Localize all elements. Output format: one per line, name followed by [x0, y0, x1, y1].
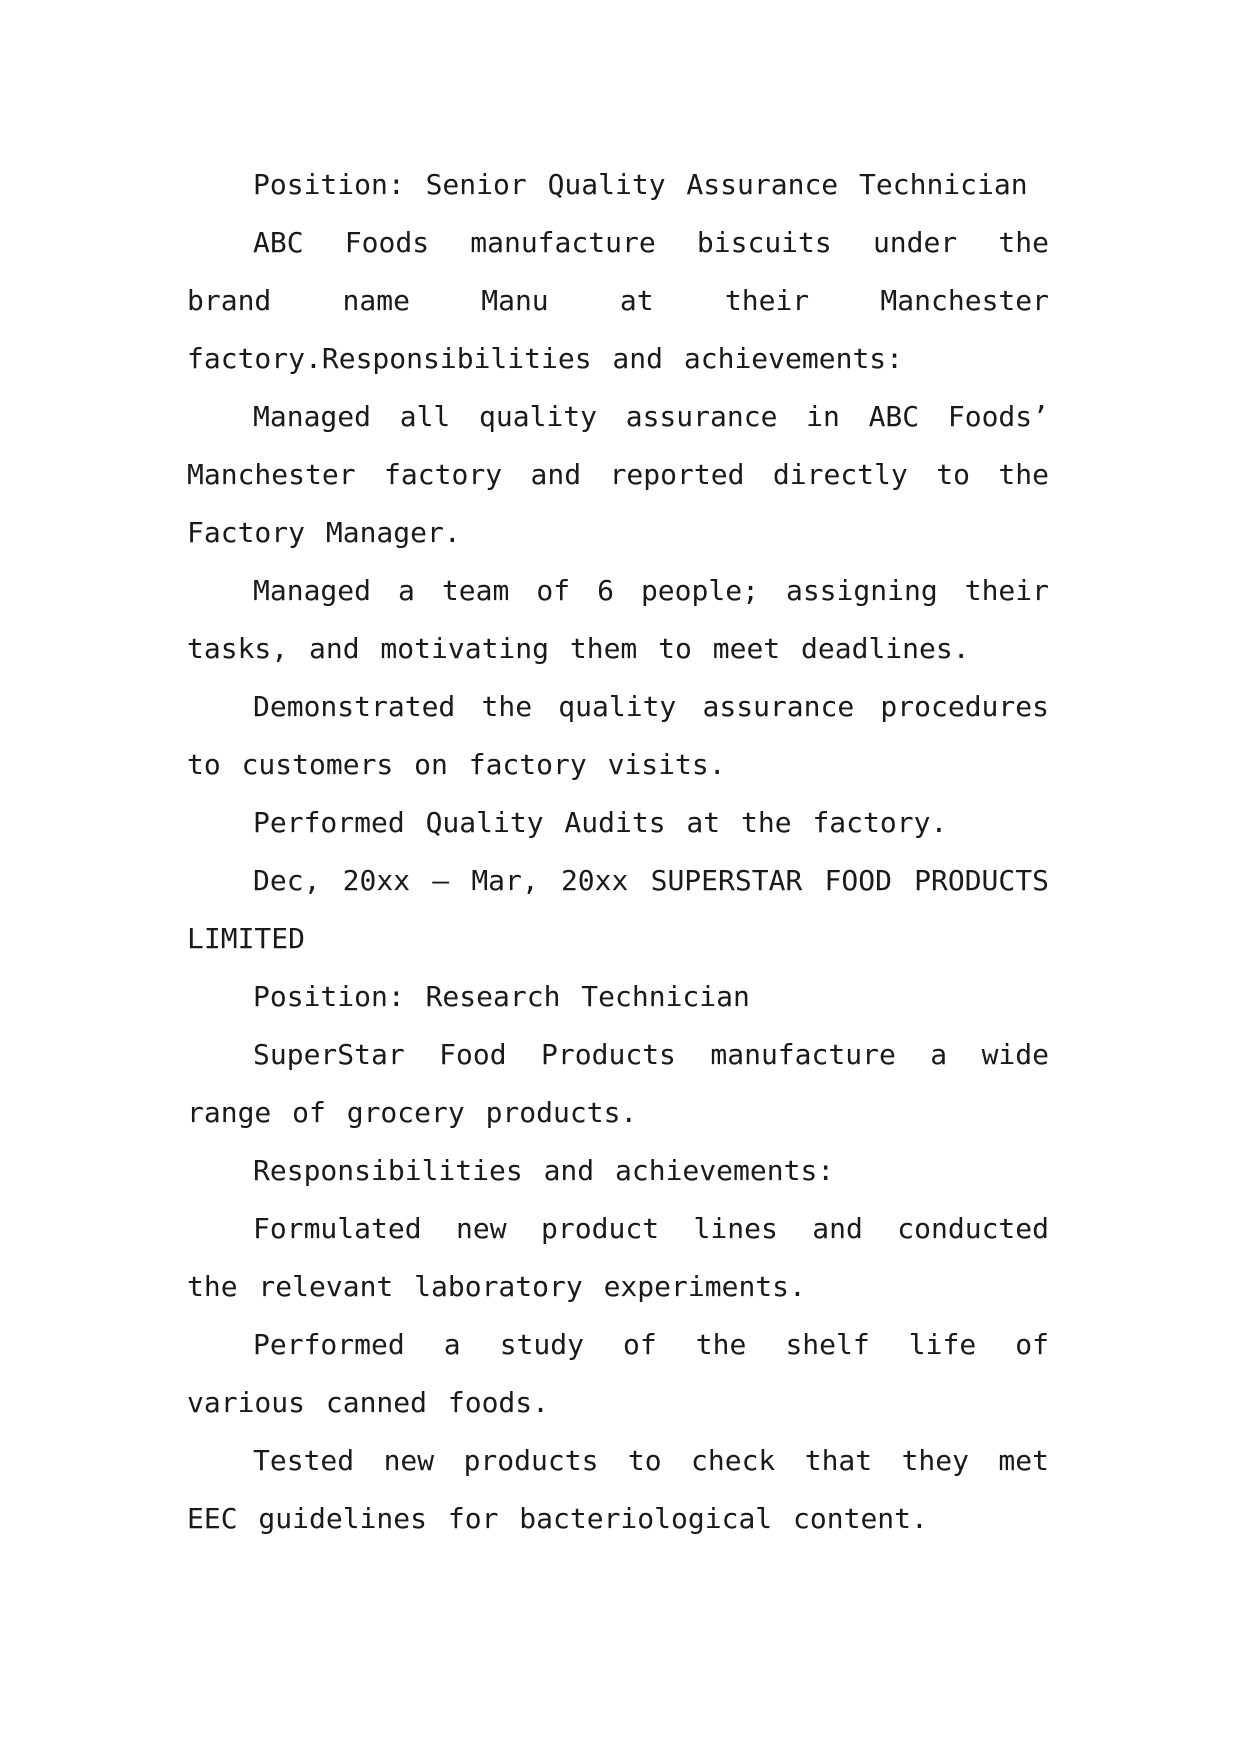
company-description-abc-foods: ABC Foods manufacture biscuits under the brand name Manu at their Manchester factory.Responsibilities and achievements:	[187, 226, 1049, 375]
achievement-shelf-life-study: Performed a study of the shelf life of various canned foods.	[187, 1328, 1049, 1419]
achievement-managed-qa: Managed all quality assurance in ABC Foods’ Manchester factory and reported directly to the Factory Manager.	[187, 400, 1049, 549]
achievement-demonstrated-procedures: Demonstrated the quality assurance procedures to customers on factory visits.	[187, 690, 1049, 781]
position-title-senior-qa: Position: Senior Quality Assurance Technician	[253, 168, 1028, 201]
achievement-formulated-products: Formulated new product lines and conducted the relevant laboratory experiments.	[187, 1212, 1049, 1303]
responsibilities-heading: Responsibilities and achievements:	[253, 1154, 835, 1187]
employment-period-superstar: Dec, 20xx – Mar, 20xx SUPERSTAR FOOD PRODUCTS LIMITED	[187, 864, 1049, 955]
company-description-superstar: SuperStar Food Products manufacture a wide range of grocery products.	[187, 1038, 1049, 1129]
achievement-quality-audits: Performed Quality Audits at the factory.	[253, 806, 948, 839]
achievement-managed-team: Managed a team of 6 people; assigning their tasks, and motivating them to meet deadlines.	[187, 574, 1049, 665]
position-title-research-technician: Position: Research Technician	[253, 980, 750, 1013]
achievement-tested-products: Tested new products to check that they met EEC guidelines for bacteriological content.	[187, 1444, 1049, 1535]
document-body	[187, 156, 1049, 1548]
